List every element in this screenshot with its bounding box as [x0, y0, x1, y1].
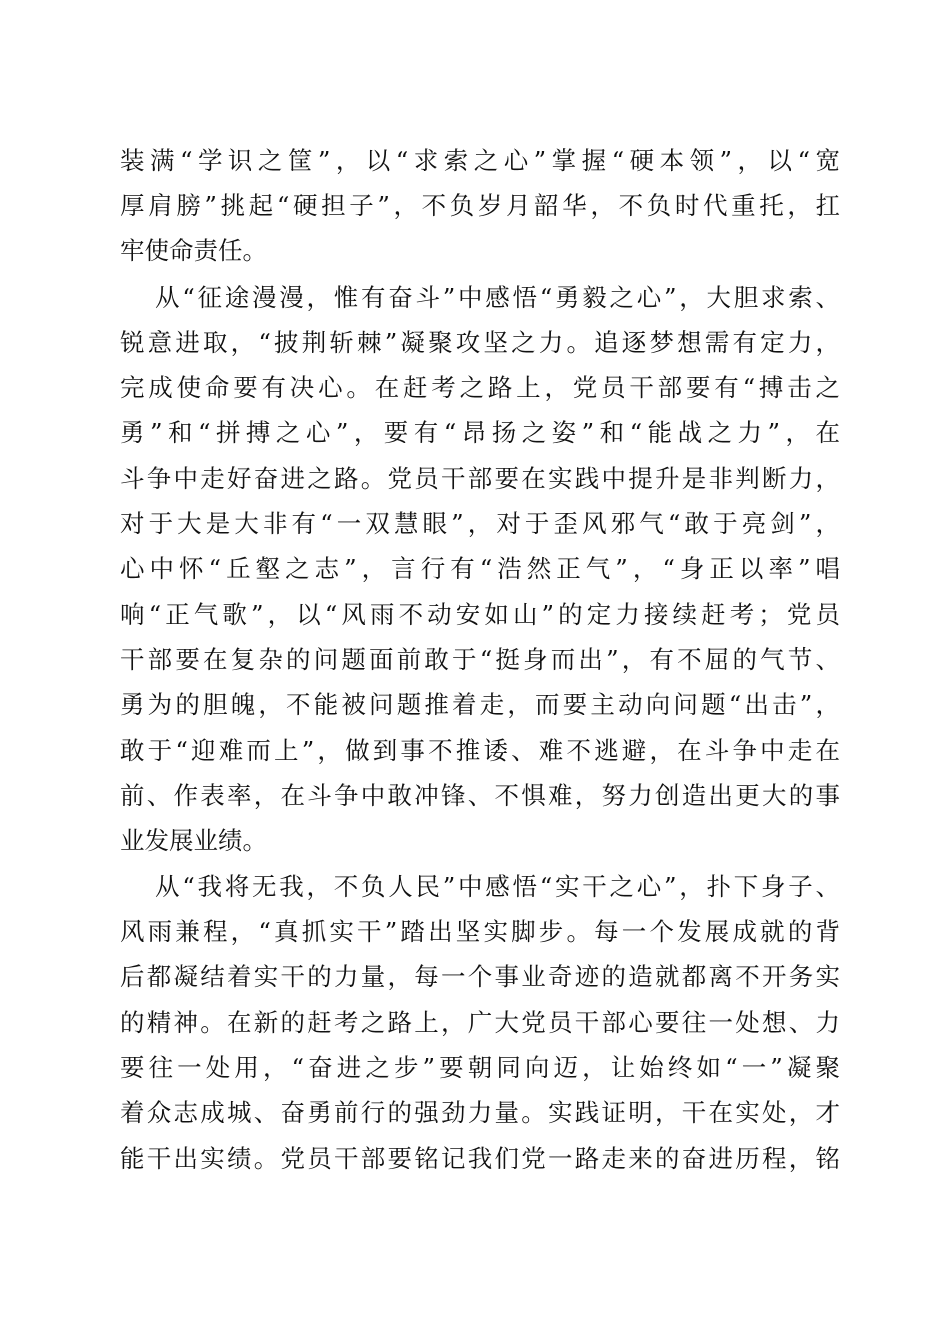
text-line: 着众志成城、奋勇前行的强劲力量。实践证明，干在实处，才	[120, 1098, 840, 1127]
text-line: 斗争中走好奋进之路。党员干部要在实践中提升是非判断力，	[120, 464, 840, 493]
text-line: 能干出实绩。党员干部要铭记我们党一路走来的奋进历程，铭	[120, 1144, 840, 1173]
text-line: 完成使命要有决心。在赶考之路上，党员干部要有“搏击之	[120, 373, 840, 402]
text-line: 的精神。在新的赶考之路上，广大党员干部心要往一处想、力	[120, 1008, 840, 1037]
text-line: 后都凝结着实干的力量，每一个事业奇迹的造就都离不开务实	[120, 962, 840, 991]
text-line: 锐意进取，“披荆斩棘”凝聚攻坚之力。追逐梦想需有定力，	[120, 328, 840, 357]
text-line: 牢使命责任。	[120, 236, 267, 265]
text-line: 装满“学识之筐”，以“求索之心”掌握“硬本领”，以“宽	[120, 146, 840, 175]
text-line: 厚肩膀”挑起“硬担子”，不负岁月韶华，不负时代重托，扛	[120, 191, 840, 220]
text-line: 前、作表率，在斗争中敢冲锋、不惧难，努力创造出更大的事	[120, 781, 840, 810]
text-line: 心中怀“丘壑之志”，言行有“浩然正气”，“身正以率”唱	[120, 554, 840, 583]
paragraph-first-line: 从“我将无我，不负人民”中感悟“实干之心”，扑下身子、	[155, 872, 840, 901]
text-line: 要往一处用，“奋进之步”要朝同向迈，让始终如“一”凝聚	[120, 1053, 840, 1082]
text-line: 敢于“迎难而上”，做到事不推诿、难不逃避，在斗争中走在	[120, 736, 840, 765]
text-line: 勇”和“拼搏之心”，要有“昂扬之姿”和“能战之力”，在	[120, 418, 840, 447]
text-line: 勇为的胆魄，不能被问题推着走，而要主动向问题“出击”，	[120, 690, 840, 719]
text-line: 对于大是大非有“一双慧眼”，对于歪风邪气“敢于亮剑”，	[120, 509, 840, 538]
text-line: 业发展业绩。	[120, 826, 267, 855]
text-line: 干部要在复杂的问题面前敢于“挺身而出”，有不屈的气节、	[120, 645, 840, 674]
text-line: 风雨兼程，“真抓实干”踏出坚实脚步。每一个发展成就的背	[120, 917, 840, 946]
paragraph-first-line: 从“征途漫漫，惟有奋斗”中感悟“勇毅之心”，大胆求索、	[155, 283, 840, 312]
text-line: 响“正气歌”，以“风雨不动安如山”的定力接续赶考；党员	[120, 600, 840, 629]
